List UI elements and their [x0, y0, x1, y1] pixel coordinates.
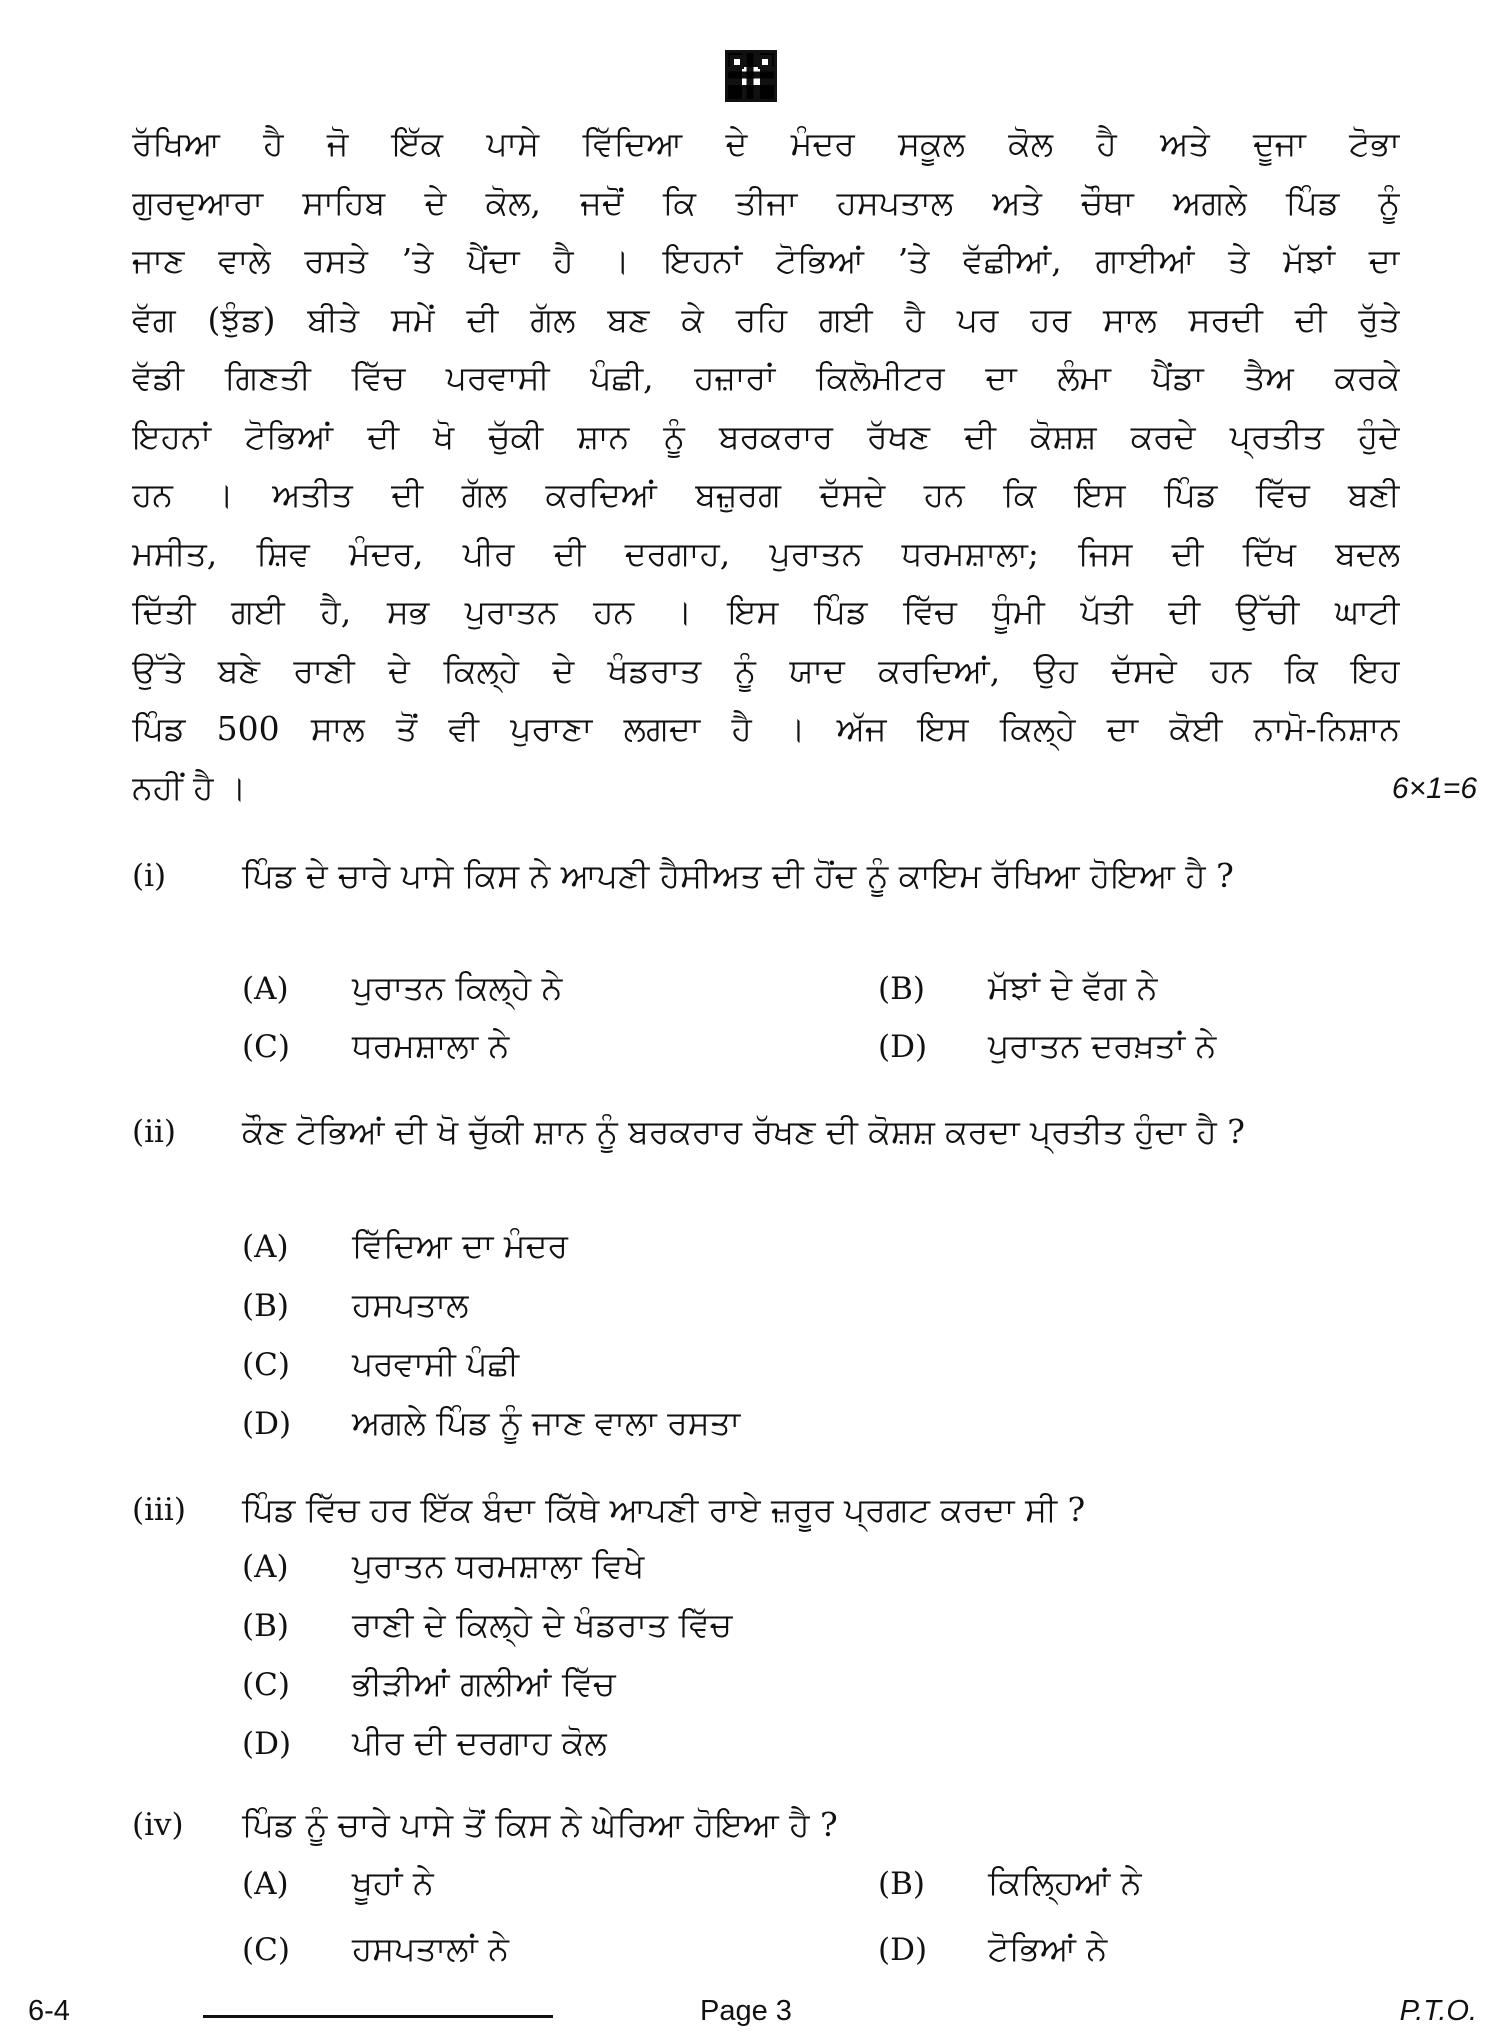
- option-label: (C): [242, 1347, 290, 1383]
- option-d: [878, 1026, 1216, 1066]
- option-label: (A): [242, 971, 289, 1007]
- option-text: ਧਰਮਸ਼ਾਲਾ ਨੇ: [352, 1026, 510, 1065]
- option-b: [242, 1285, 468, 1325]
- passage-line: ਵੱਡੀ ਗਿਣਤੀ ਵਿੱਚ ਪਰਵਾਸੀ ਪੰਛੀ, ਹਜ਼ਾਰਾਂ ਕਿਲੋਮੀਟਰ ਦਾ ਲੰਮਾ ਪੈਂਡਾ ਤੈਅ ਕਰਕੇ: [132, 358, 1400, 397]
- option-text: ਟੋਭਿਆਂ ਨੇ: [988, 1929, 1108, 1968]
- option-b: [878, 968, 1157, 1008]
- option-d: [242, 1723, 607, 1763]
- option-text: ਵਿੱਦਿਆ ਦਾ ਮੰਦਰ: [352, 1226, 568, 1265]
- option-a: [242, 1863, 434, 1903]
- option-text: ਅਗਲੇ ਪਿੰਡ ਨੂੰ ਜਾਣ ਵਾਲਾ ਰਸਤਾ: [352, 1403, 741, 1442]
- option-text: ਹਸਪਤਾਲਾਂ ਨੇ: [352, 1929, 509, 1968]
- question-stem: ਪਿੰਡ ਵਿੱਚ ਹਰ ਇੱਕ ਬੰਦਾ ਕਿੱਥੇ ਆਪਣੀ ਰਾਏ ਜ਼ਰੂਰ ਪ੍ਰਗਟ ਕਰਦਾ ਸੀ ?: [242, 1490, 1086, 1529]
- option-c: [242, 1664, 615, 1704]
- option-label: (C): [242, 1029, 290, 1065]
- question-stem: ਕੌਣ ਟੋਭਿਆਂ ਦੀ ਖੋ ਚੁੱਕੀ ਸ਼ਾਨ ਨੂੰ ਬਰਕਰਾਰ ਰੱਖਣ ਦੀ ਕੋਸ਼ਸ਼ ਕਰਦਾ ਪ੍ਰਤੀਤ ਹੁੰਦਾ ਹੈ ?: [242, 1112, 1245, 1151]
- option-label: (C): [242, 1932, 290, 1968]
- option-label: (A): [242, 1229, 289, 1265]
- option-text: ਕਿਲ੍ਹਿਆਂ ਨੇ: [988, 1863, 1142, 1902]
- marks-label: 6×1=6: [1391, 772, 1477, 805]
- page-number: Page 3: [700, 1995, 792, 2027]
- option-label: (B): [878, 1866, 925, 1902]
- question-stem: ਪਿੰਡ ਨੂੰ ਚਾਰੇ ਪਾਸੇ ਤੋਂ ਕਿਸ ਨੇ ਘੇਰਿਆ ਹੋਇਆ ਹੈ ?: [242, 1805, 838, 1844]
- paper-code: 6-4: [28, 1995, 70, 2027]
- passage-line: ਗੁਰਦੁਆਰਾ ਸਾਹਿਬ ਦੇ ਕੋਲ, ਜਦੋਂ ਕਿ ਤੀਜਾ ਹਸਪਤਾਲ ਅਤੇ ਚੌਥਾ ਅਗਲੇ ਪਿੰਡ ਨੂੰ: [132, 182, 1400, 222]
- pto-label: P.T.O.: [1399, 1995, 1477, 2027]
- passage: [132, 115, 1400, 817]
- option-text: ਪੀਰ ਦੀ ਦਰਗਾਹ ਕੋਲ: [352, 1723, 607, 1762]
- footer-rule: [203, 2015, 553, 2018]
- option-label: (B): [242, 1608, 289, 1644]
- qr-code: [725, 50, 777, 102]
- option-text: ਰਾਣੀ ਦੇ ਕਿਲ੍ਹੇ ਦੇ ਖੰਡਰਾਤ ਵਿੱਚ: [352, 1605, 733, 1644]
- option-text: ਭੀੜੀਆਂ ਗਲੀਆਂ ਵਿੱਚ: [352, 1664, 616, 1703]
- passage-line: ਦਿੱਤੀ ਗਈ ਹੈ, ਸਭ ਪੁਰਾਤਨ ਹਨ । ਇਸ ਪਿੰਡ ਵਿੱਚ ਧੂੰਮੀ ਪੱਤੀ ਦੀ ਉੱਚੀ ਘਾਟੀ: [132, 592, 1400, 631]
- question-number: (ii): [132, 1114, 177, 1150]
- option-label: (B): [242, 1288, 289, 1324]
- option-b: [878, 1863, 1141, 1903]
- question-number: (iii): [132, 1492, 186, 1528]
- option-label: (D): [878, 1029, 928, 1065]
- option-c: [242, 1026, 509, 1066]
- option-text: ਪਰਵਾਸੀ ਪੰਛੀ: [352, 1344, 520, 1383]
- passage-line: ਮਸੀਤ, ਸ਼ਿਵ ਮੰਦਰ, ਪੀਰ ਦੀ ਦਰਗਾਹ, ਪੁਰਾਤਨ ਧਰਮਸ਼ਾਲਾ; ਜਿਸ ਦੀ ਦਿੱਖ ਬਦਲ: [132, 533, 1400, 573]
- option-text: ਹਸਪਤਾਲ: [352, 1285, 469, 1324]
- option-d: [878, 1929, 1107, 1969]
- option-label: (D): [242, 1726, 292, 1762]
- option-c: [242, 1344, 519, 1384]
- option-label: (A): [242, 1866, 289, 1902]
- passage-line: ਉੱਤੇ ਬਣੇ ਰਾਣੀ ਦੇ ਕਿਲ੍ਹੇ ਦੇ ਖੰਡਰਾਤ ਨੂੰ ਯਾਦ ਕਰਦਿਆਂ, ਉਹ ਦੱਸਦੇ ਹਨ ਕਿ ਇਹ: [132, 650, 1400, 690]
- option-text: ਪੁਰਾਤਨ ਧਰਮਸ਼ਾਲਾ ਵਿਖੇ: [352, 1546, 645, 1585]
- passage-line: ਨਹੀਂ ਹੈ ।: [132, 767, 247, 807]
- option-text: ਪੁਰਾਤਨ ਕਿਲ੍ਹੇ ਨੇ: [352, 968, 563, 1007]
- option-c: [242, 1929, 509, 1969]
- question-number: (i): [132, 858, 167, 894]
- passage-line: ਰੱਖਿਆ ਹੈ ਜੋ ਇੱਕ ਪਾਸੇ ਵਿੱਦਿਆ ਦੇ ਮੰਦਰ ਸਕੂਲ ਕੋਲ ਹੈ ਅਤੇ ਦੂਜਾ ਟੋਭਾ: [132, 124, 1400, 163]
- page-footer: [0, 1995, 1505, 2031]
- question-number: (iv): [132, 1807, 184, 1843]
- option-label: (A): [242, 1549, 289, 1585]
- passage-line: ਪਿੰਡ 500 ਸਾਲ ਤੋਂ ਵੀ ਪੁਰਾਣਾ ਲਗਦਾ ਹੈ । ਅੱਜ ਇਸ ਕਿਲ੍ਹੇ ਦਾ ਕੋਈ ਨਾਮੋ-ਨਿਸ਼ਾਨ: [132, 709, 1400, 748]
- option-d: [242, 1403, 740, 1443]
- option-a: [242, 1546, 644, 1586]
- option-label: (D): [878, 1932, 928, 1968]
- option-label: (C): [242, 1667, 290, 1703]
- passage-line: ਵੱਗ (ਝੁੰਡ) ਬੀਤੇ ਸਮੇਂ ਦੀ ਗੱਲ ਬਣ ਕੇ ਰਹਿ ਗਈ ਹੈ ਪਰ ਹਰ ਸਾਲ ਸਰਦੀ ਦੀ ਰੁੱਤੇ: [132, 299, 1400, 339]
- question-stem: ਪਿੰਡ ਦੇ ਚਾਰੇ ਪਾਸੇ ਕਿਸ ਨੇ ਆਪਣੀ ਹੈਸੀਅਤ ਦੀ ਹੋਂਦ ਨੂੰ ਕਾਇਮ ਰੱਖਿਆ ਹੋਇਆ ਹੈ ?: [242, 856, 1234, 895]
- option-label: (B): [878, 971, 925, 1007]
- option-text: ਖੂਹਾਂ ਨੇ: [352, 1863, 434, 1902]
- option-text: ਪੁਰਾਤਨ ਦਰਖ਼ਤਾਂ ਨੇ: [988, 1026, 1217, 1065]
- option-a: [242, 968, 562, 1008]
- option-text: ਮੱਝਾਂ ਦੇ ਵੱਗ ਨੇ: [988, 968, 1158, 1007]
- passage-line: ਜਾਣ ਵਾਲੇ ਰਸਤੇ ’ਤੇ ਪੈਂਦਾ ਹੈ । ਇਹਨਾਂ ਟੋਭਿਆਂ ’ਤੇ ਵੱਛੀਆਂ, ਗਾਈਆਂ ਤੇ ਮੱਝਾਂ ਦਾ: [132, 241, 1400, 280]
- option-b: [242, 1605, 732, 1645]
- option-label: (D): [242, 1406, 292, 1442]
- passage-line: ਇਹਨਾਂ ਟੋਭਿਆਂ ਦੀ ਖੋ ਚੁੱਕੀ ਸ਼ਾਨ ਨੂੰ ਬਰਕਰਾਰ ਰੱਖਣ ਦੀ ਕੋਸ਼ਸ਼ ਕਰਦੇ ਪ੍ਰਤੀਤ ਹੁੰਦੇ: [132, 416, 1400, 456]
- option-a: [242, 1226, 568, 1266]
- passage-line: ਹਨ । ਅਤੀਤ ਦੀ ਗੱਲ ਕਰਦਿਆਂ ਬਜ਼ੁਰਗ ਦੱਸਦੇ ਹਨ ਕਿ ਇਸ ਪਿੰਡ ਵਿੱਚ ਬਣੀ: [132, 475, 1400, 514]
